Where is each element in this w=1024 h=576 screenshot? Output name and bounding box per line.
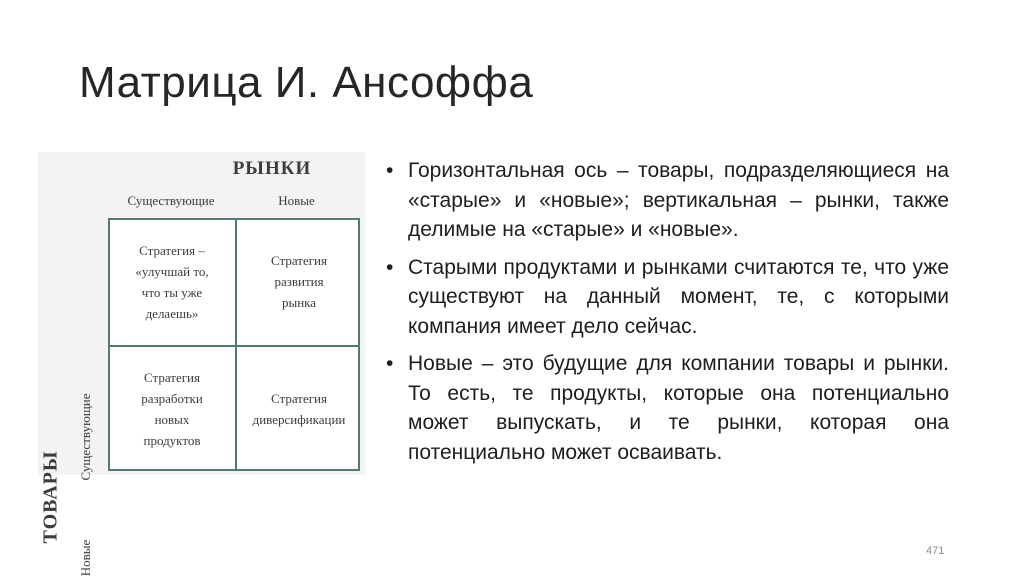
matrix-row-new-label: Новые <box>78 539 93 576</box>
bullet-marker: • <box>386 255 394 279</box>
bullet-text: Новые – это будущие для компании товары и рынки. То есть, те продукты, которые она потенциально может выпускать, и те рынки, которая она потенциально может осваивать. <box>408 352 949 464</box>
matrix-cell-new-new: Стратегия диверсификации <box>252 390 346 427</box>
bullet-item <box>386 349 949 467</box>
matrix-top-header: РЫНКИ <box>232 158 312 179</box>
bullet-text: Горизонтальная ось – товары, подразделяющиеся на «старые» и «новые»; вертикальная – рынки, также делимые на «старые» и «новые». <box>408 159 949 241</box>
bullet-text: Старыми продуктами и рынками считаются те, что уже существуют на данный момент, те, с которыми компания имеет дело сейчас. <box>408 255 949 338</box>
bullet-marker: • <box>386 352 394 375</box>
bullet-marker: • <box>386 159 394 182</box>
matrix-side-header: ТОВАРЫ <box>39 450 62 544</box>
matrix-grid <box>108 218 360 471</box>
matrix-column-existing-label: Существующие <box>127 193 215 208</box>
matrix-cell-existing-existing: Стратегия – «улучшай то, что ты уже делаешь» <box>135 242 209 321</box>
matrix-column-new-label: Новые <box>278 193 315 208</box>
page-number: 471 <box>926 545 945 557</box>
slide-title: Матрица И. Ансоффа <box>79 58 534 107</box>
bullet-item <box>386 253 949 342</box>
ansoff-matrix-figure <box>38 152 365 576</box>
matrix-cell-existing-new: Стратегия развития рынка <box>271 253 327 310</box>
bullet-item <box>386 156 949 245</box>
bullet-list <box>386 156 949 475</box>
matrix-row-existing-label: Существующие <box>78 393 93 481</box>
matrix-cell-new-existing: Стратегия разработки новых продуктов <box>141 369 203 448</box>
